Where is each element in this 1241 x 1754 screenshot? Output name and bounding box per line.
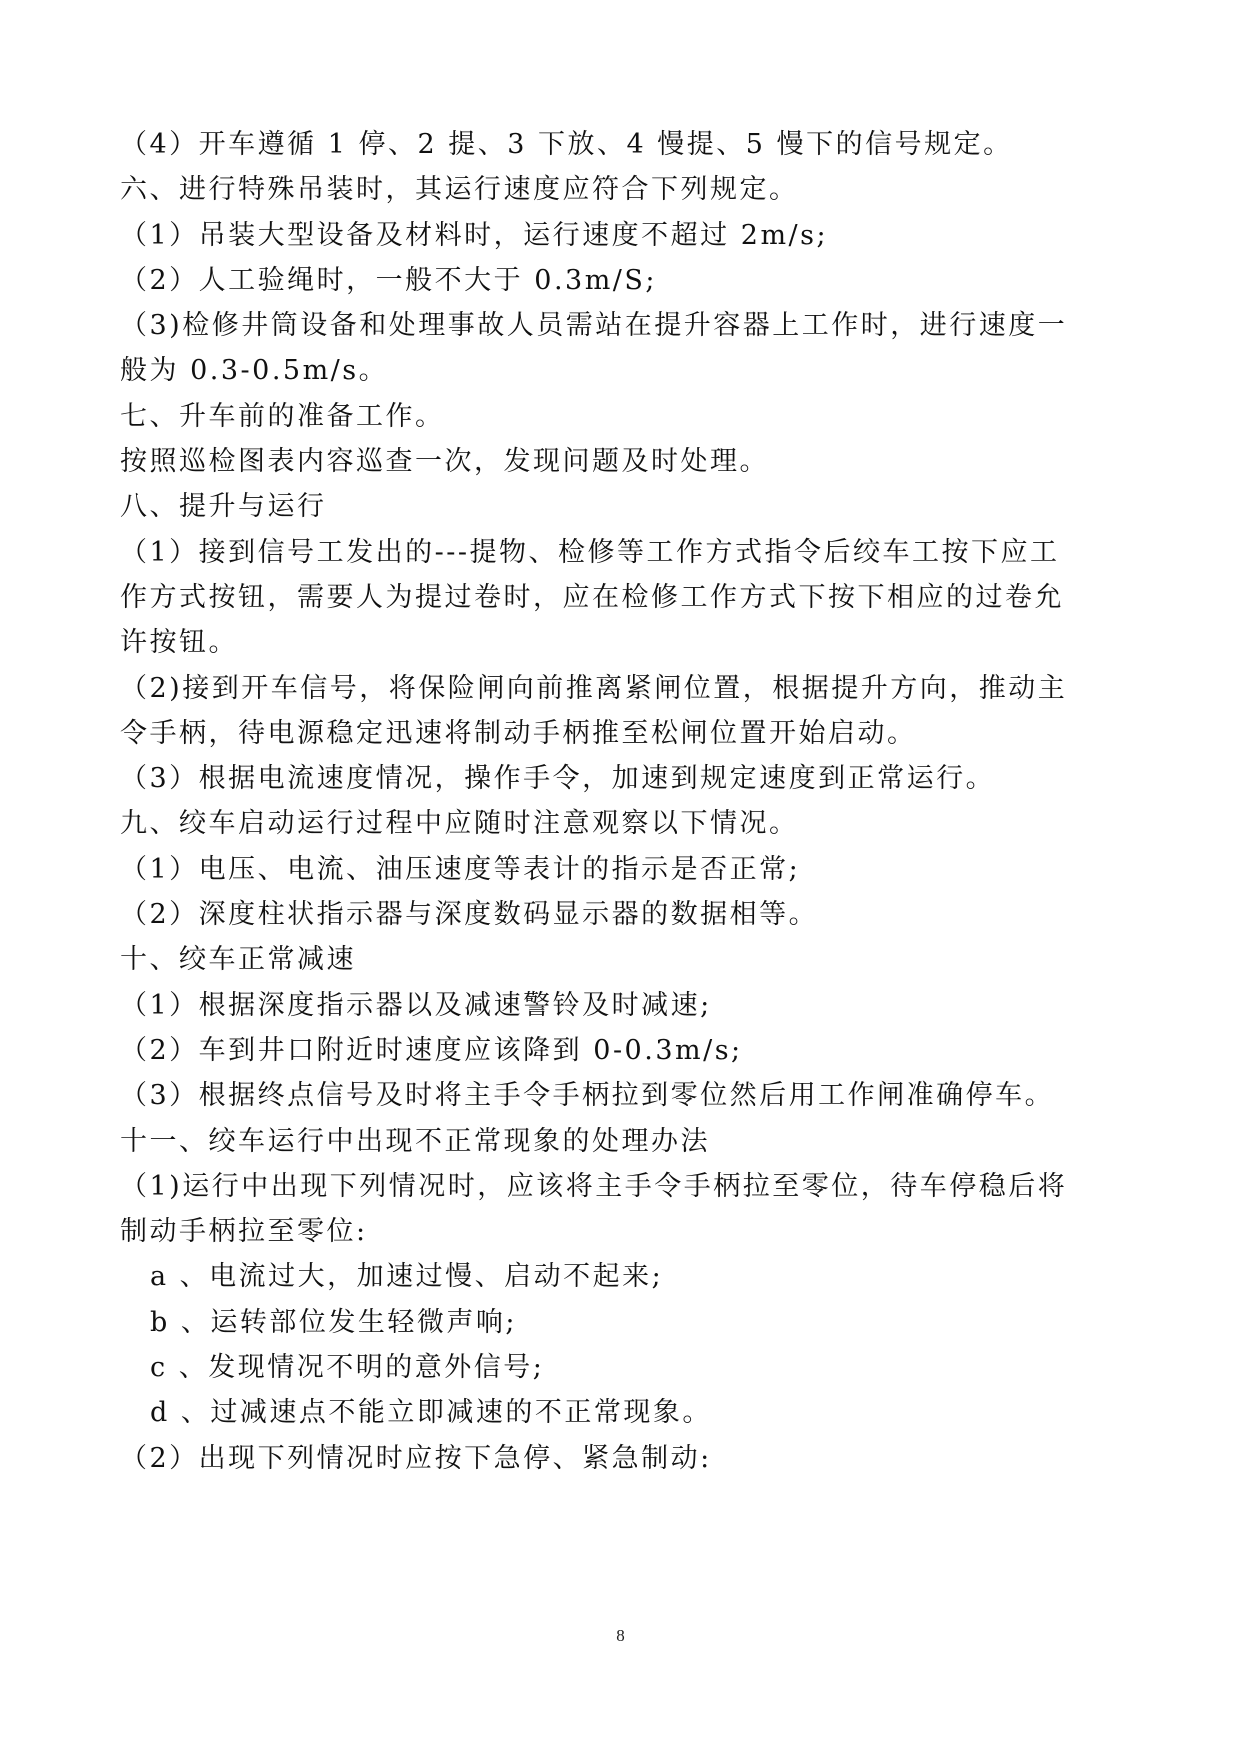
paragraph-line: （1)运行中出现下列情况时，应该将主手令手柄拉至零位，待车停稳后将 (120, 1170, 1068, 1202)
paragraph-line: （2)接到开车信号，将保险闸向前推离紧闸位置，根据提升方向，推动主 (120, 672, 1068, 704)
list-item: c 、发现情况不明的意外信号; (150, 1352, 545, 1384)
section-heading-6: 六、进行特殊吊装时，其运行速度应符合下列规定。 (120, 174, 799, 206)
paragraph-line: （2）深度柱状指示器与深度数码显示器的数据相等。 (120, 899, 819, 931)
paragraph-line: 般为 0.3-0.5m/s。 (120, 355, 389, 387)
list-item: d 、过减速点不能立即减速的不正常现象。 (150, 1397, 712, 1429)
list-item: a 、电流过大，加速过慢、启动不起来; (150, 1261, 664, 1293)
paragraph-line: 按照巡检图表内容巡查一次，发现问题及时处理。 (120, 446, 769, 478)
paragraph-line: （1）根据深度指示器以及减速警铃及时减速; (120, 989, 712, 1021)
paragraph-line: （1）吊装大型设备及材料时，运行速度不超过 2m/s; (120, 219, 829, 251)
paragraph-line: 令手柄，待电源稳定迅速将制动手柄推至松闸位置开始启动。 (120, 717, 917, 749)
paragraph-line: 许按钮。 (120, 627, 238, 659)
section-heading-9: 九、绞车启动运行过程中应随时注意观察以下情况。 (120, 808, 799, 840)
paragraph-line: （2）人工验绳时，一般不大于 0.3m/S; (120, 264, 657, 296)
section-heading-11: 十一、绞车运行中出现不正常现象的处理办法 (120, 1125, 710, 1157)
document-body (120, 122, 1130, 1481)
paragraph-line: （3)检修井筒设备和处理事故人员需站在提升容器上工作时，进行速度一 (120, 310, 1068, 342)
section-heading-7: 七、升车前的准备工作。 (120, 400, 445, 432)
paragraph-line: 作方式按钮，需要人为提过卷时，应在检修工作方式下按下相应的过卷允 (120, 581, 1064, 613)
paragraph-line: （3）根据电流速度情况，操作手令，加速到规定速度到正常运行。 (120, 763, 996, 795)
paragraph-line: 制动手柄拉至零位: (120, 1216, 368, 1248)
section-heading-10: 十、绞车正常减速 (120, 944, 356, 976)
list-item: b 、运转部位发生轻微声响; (150, 1306, 517, 1338)
paragraph-line: （4）开车遵循 1 停、2 提、3 下放、4 慢提、5 慢下的信号规定。 (120, 129, 1013, 160)
section-heading-8: 八、提升与运行 (120, 491, 327, 523)
paragraph-line: （2）出现下列情况时应按下急停、紧急制动: (120, 1442, 712, 1474)
paragraph-line: （1）接到信号工发出的---提物、检修等工作方式指令后绞车工按下应工 (120, 536, 1060, 568)
paragraph-line: （1）电压、电流、油压速度等表计的指示是否正常; (120, 853, 801, 885)
page-number: 8 (616, 1626, 625, 1645)
paragraph-line: （2）车到井口附近时速度应该降到 0-0.3m/s; (120, 1034, 743, 1066)
paragraph-line: （3）根据终点信号及时将主手令手柄拉到零位然后用工作闸准确停车。 (120, 1080, 1055, 1112)
